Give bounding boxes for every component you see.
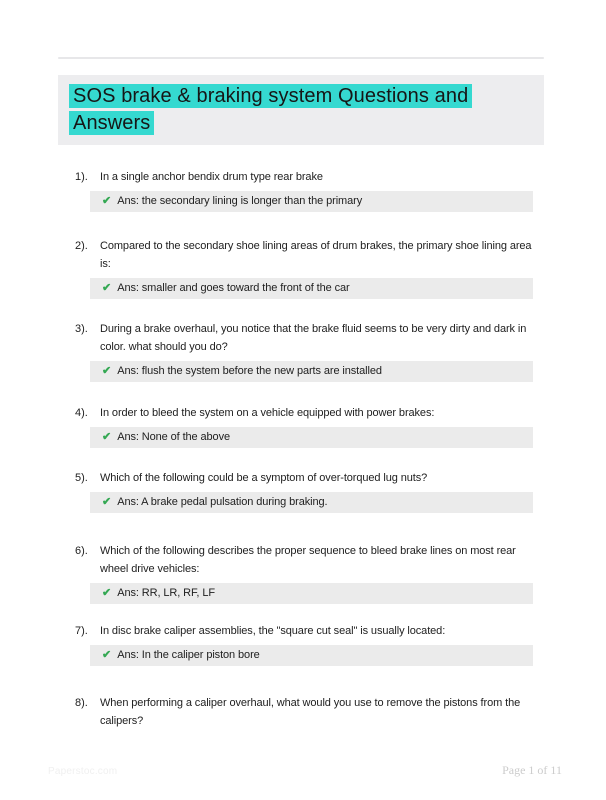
question-row [0,542,606,578]
qa-item [0,622,606,666]
answer-box [90,278,533,299]
question-text: During a brake overhaul, you notice that the brake fluid seems to be very dirty and dark in color. what should you do? [100,323,527,353]
question-row [0,168,606,186]
question-text: In a single anchor bendix drum type rear brake [100,171,323,183]
answer-text: Ans: the secondary lining is longer than the primary [117,195,363,207]
answer-text: Ans: None of the above [117,431,230,443]
question-row [0,237,606,273]
question-row [0,469,606,487]
answer-text: Ans: RR, LR, RF, LF [117,587,215,599]
qa-item [0,694,606,730]
qa-item [0,320,606,382]
answer-box [90,645,533,666]
check-icon: ✔ [102,496,112,508]
answer-box [90,492,533,513]
question-number: 1). [75,171,88,183]
question-text: Which of the following describes the proper sequence to bleed brake lines on most rear wheel drive vehicles: [100,545,516,575]
qa-item [0,237,606,299]
question-number: 8). [75,697,88,709]
answer-box [90,191,533,212]
answer-text: Ans: In the caliper piston bore [117,649,260,661]
answer-text: Ans: flush the system before the new parts are installed [117,365,382,377]
answer-text: Ans: smaller and goes toward the front of the car [117,282,350,294]
question-number: 7). [75,625,88,637]
question-text: Compared to the secondary shoe lining areas of drum brakes, the primary shoe lining area is: [100,240,532,270]
question-number: 6). [75,545,88,557]
question-number: 5). [75,472,88,484]
check-icon: ✔ [102,649,112,661]
question-number: 4). [75,407,88,419]
check-icon: ✔ [102,587,112,599]
page-title: SOS brake & braking system Questions and Answers [69,84,472,135]
answer-box [90,583,533,604]
title-block [58,75,544,145]
question-text: In order to bleed the system on a vehicle equipped with power brakes: [100,407,435,419]
page-indicator: Page 1 of 11 [502,763,562,777]
question-text: In disc brake caliper assemblies, the "square cut seal" is usually located: [100,625,446,637]
question-row [0,404,606,422]
qa-item [0,404,606,448]
answer-box [90,427,533,448]
answer-text: Ans: A brake pedal pulsation during braking. [117,496,328,508]
question-text: When performing a caliper overhaul, what would you use to remove the pistons from the calipers? [100,697,521,727]
check-icon: ✔ [102,365,112,377]
question-row [0,622,606,640]
question-number: 3). [75,323,88,335]
qa-item [0,469,606,513]
answer-box [90,361,533,382]
question-row [0,694,606,730]
question-row [0,320,606,356]
check-icon: ✔ [102,195,112,207]
page-title-heading [69,83,532,137]
header-divider [58,57,544,59]
qa-item [0,168,606,212]
question-number: 2). [75,240,88,252]
check-icon: ✔ [102,431,112,443]
question-text: Which of the following could be a symptom of over-torqued lug nuts? [100,472,428,484]
watermark-text: Paperstoc.com [48,766,118,777]
qa-item [0,542,606,604]
check-icon: ✔ [102,282,112,294]
